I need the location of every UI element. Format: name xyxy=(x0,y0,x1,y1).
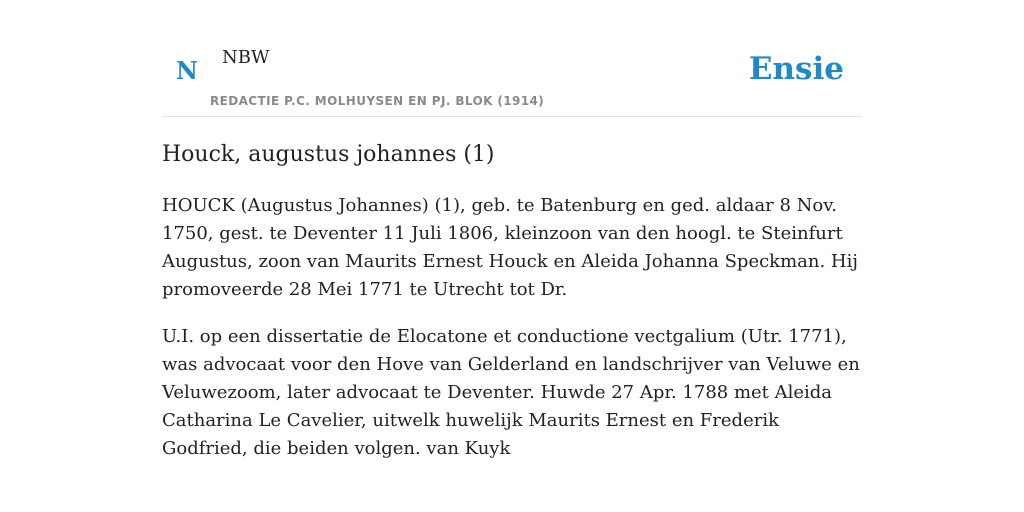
page-title: Houck, augustus johannes (1) xyxy=(162,142,495,167)
article-body xyxy=(162,192,862,482)
article-paragraph: HOUCK (Augustus Johannes) (1), geb. te Batenburg en ged. aldaar 8 Nov. 1750, gest. te Deventer 11 Juli 1806, kleinzoon van den hoogl. te Steinfurt Augustus, zoon van Maurits Ernest Houck en Aleida Johanna Speckman. Hij promoveerde 28 Mei 1771 te Utrecht tot Dr. xyxy=(162,195,858,300)
article-paragraph: U.I. op een dissertatie de Elocatone et conductione vectgalium (Utr. 1771), was advocaat voor den Hove van Gelderland en landschrijver van Veluwe en Veluwezoom, later advocaat te Deventer. Huwde 27 Apr. 1788 met Aleida Catharina Le Cavelier, uitwelk huwelijk Maurits Ernest en Frederik Godfried, die beiden volgen. van Kuyk xyxy=(162,326,860,459)
brand-logo[interactable]: Ensie xyxy=(748,51,844,87)
source-header xyxy=(162,0,862,117)
source-subtitle: REDACTIE P.C. MOLHUYSEN EN PJ. BLOK (1914) xyxy=(210,94,545,108)
source-name[interactable]: NBW xyxy=(222,47,270,68)
source-logo[interactable]: N xyxy=(176,56,198,85)
